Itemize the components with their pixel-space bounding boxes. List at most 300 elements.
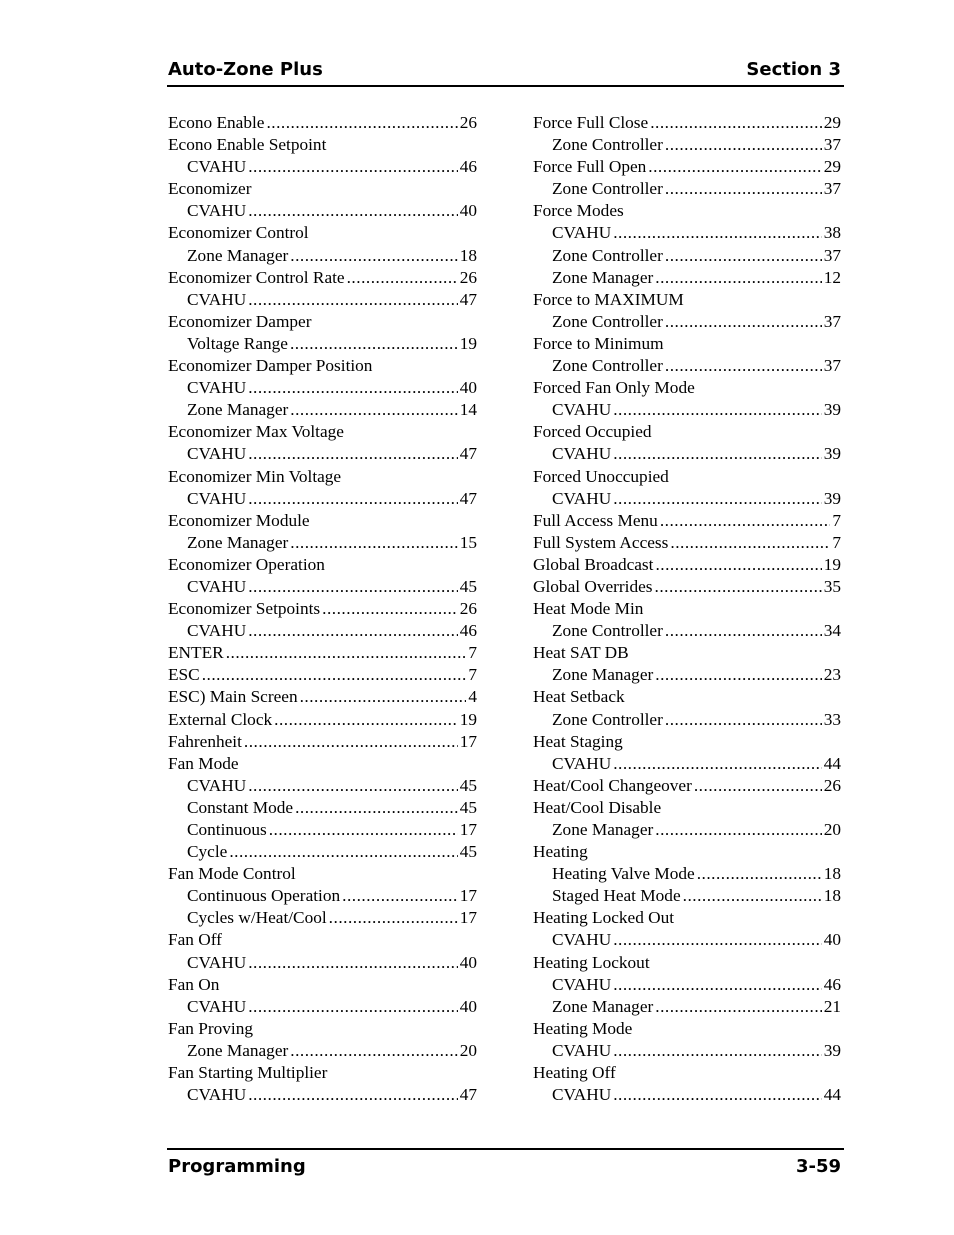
index-entry [168, 753, 477, 775]
dot-leader [655, 576, 822, 598]
index-term: Forced Fan Only Mode [533, 378, 695, 398]
index-page-number: 46 [459, 621, 477, 641]
index-entry [533, 576, 841, 598]
index-term: Forced Unoccupied [533, 466, 669, 486]
index-page-number: 45 [459, 797, 477, 817]
index-term: Heat Mode Min [533, 599, 644, 619]
index-page-number: 39 [823, 1040, 841, 1060]
index-term: Full System Access [533, 532, 669, 552]
index-page-number: 17 [459, 820, 477, 839]
index-term: Heat SAT DB [533, 643, 629, 663]
index-subentry [533, 819, 841, 841]
index-term: Constant Mode [187, 797, 294, 817]
index-term: Heat/Cool Changeover [533, 775, 692, 795]
index-term: Staged Heat Mode [552, 886, 681, 906]
dot-leader [613, 1084, 822, 1106]
index-entry [168, 554, 477, 576]
index-term: Forced Occupied [533, 422, 652, 442]
index-entry [533, 642, 841, 664]
index-term: CVAHU [187, 289, 247, 309]
index-page-number: 39 [823, 400, 841, 420]
index-page-number: 40 [459, 378, 477, 398]
index-subentry [168, 797, 477, 819]
index-entry [168, 421, 477, 443]
dot-leader [613, 929, 822, 951]
header-title: Auto-Zone Plus [168, 59, 323, 80]
index-term: Full Access Menu [533, 510, 658, 530]
dot-leader [244, 731, 458, 753]
index-subentry [533, 1084, 841, 1106]
index-subentry [533, 863, 841, 885]
index-entry [168, 1018, 477, 1040]
index-subentry [168, 907, 477, 929]
index-term: CVAHU [187, 621, 247, 641]
index-subentry [533, 929, 841, 951]
dot-leader [248, 996, 458, 1018]
dot-leader [248, 952, 458, 974]
index-term: Zone Manager [187, 245, 289, 265]
index-term: Continuous [187, 820, 267, 839]
index-term: Zone Controller [552, 245, 663, 265]
index-subentry [533, 178, 841, 200]
index-term: Cycle [187, 842, 228, 862]
index-term: Heat Setback [533, 687, 625, 707]
index-entry [533, 510, 841, 532]
dot-leader [613, 1040, 822, 1062]
index-subentry [168, 620, 477, 642]
index-subentry [168, 885, 477, 907]
index-entry [533, 686, 841, 708]
index-page-number: 7 [468, 665, 477, 685]
dot-leader [248, 1084, 458, 1106]
index-page-number: 26 [459, 113, 477, 132]
index-term: Fan Off [168, 930, 222, 950]
index-subentry [533, 311, 841, 333]
index-term: Heating Locked Out [533, 908, 675, 928]
dot-leader [648, 156, 821, 178]
index-page-number: 21 [823, 996, 841, 1016]
index-term: Force Modes [533, 201, 624, 221]
dot-leader [655, 819, 821, 841]
index-term: Global Broadcast [533, 554, 654, 574]
index-subentry [533, 1040, 841, 1062]
index-page-number: 20 [459, 1040, 477, 1060]
index-page-number: 39 [823, 488, 841, 508]
index-page-number: 18 [823, 864, 841, 884]
dot-leader [329, 907, 458, 929]
index-term: Fan Starting Multiplier [168, 1063, 328, 1083]
index-entry [533, 554, 841, 576]
index-subentry [168, 399, 477, 421]
index-page-number: 37 [823, 245, 841, 265]
index-term: ENTER [168, 643, 224, 663]
dot-leader [665, 355, 822, 377]
index-subentry [533, 355, 841, 377]
index-entry [533, 797, 841, 819]
page-header [167, 58, 844, 87]
index-entry [168, 974, 477, 996]
dot-leader [248, 775, 458, 797]
index-entry [533, 333, 841, 355]
index-term: Econo Enable Setpoint [168, 135, 327, 155]
index-entry [533, 377, 841, 399]
index-term: Fan Mode [168, 753, 239, 773]
index-term: CVAHU [552, 488, 612, 508]
index-subentry [168, 775, 477, 797]
index-term: Fan Mode Control [168, 864, 296, 884]
index-page-number: 47 [459, 289, 477, 309]
index-entry [168, 178, 477, 200]
index-term: Heating Off [533, 1063, 616, 1083]
header-section: Section 3 [746, 59, 841, 80]
dot-leader [655, 554, 821, 576]
index-page-number: 45 [459, 775, 477, 795]
index-entry [168, 642, 477, 664]
index-page-number: 26 [823, 775, 841, 795]
dot-leader [248, 620, 458, 642]
dot-leader [665, 620, 822, 642]
index-term: Zone Controller [552, 621, 663, 641]
index-entry [168, 267, 477, 289]
index-page-number: 40 [459, 996, 477, 1016]
dot-leader [248, 200, 458, 222]
index-term: Fan On [168, 974, 220, 994]
dot-leader [290, 532, 457, 554]
index-entry [533, 952, 841, 974]
index-page-number: 19 [823, 554, 841, 574]
index-page-number: 40 [459, 952, 477, 972]
index-page-number: 46 [459, 157, 477, 177]
dot-leader [655, 664, 821, 686]
index-term: Force Full Open [533, 157, 647, 177]
dot-leader [694, 775, 822, 797]
dot-leader [613, 753, 822, 775]
index-subentry [168, 488, 477, 510]
index-entry [533, 907, 841, 929]
index-term: Force to MAXIMUM [533, 289, 684, 309]
index-page-number: 18 [823, 886, 841, 906]
dot-leader [248, 443, 458, 465]
index-term: CVAHU [187, 952, 247, 972]
index-term: Heat/Cool Disable [533, 797, 662, 817]
index-entry [533, 466, 841, 488]
dot-leader [202, 664, 467, 686]
index-entry [533, 532, 841, 554]
dot-leader [683, 885, 822, 907]
dot-leader [290, 1040, 457, 1062]
index-term: Heat Staging [533, 731, 623, 751]
index-term: Zone Manager [552, 820, 654, 839]
index-term: Econo Enable [168, 113, 265, 132]
index-term: CVAHU [187, 378, 247, 398]
dot-leader [613, 974, 822, 996]
index-page-number: 7 [832, 532, 841, 552]
index-term: CVAHU [552, 223, 612, 243]
index-term: Heating Mode [533, 1018, 633, 1038]
index-term: CVAHU [187, 488, 247, 508]
index-entry [168, 134, 477, 156]
index-term: CVAHU [187, 996, 247, 1016]
dot-leader [613, 488, 822, 510]
index-term: Economizer Module [168, 510, 310, 530]
dot-leader [650, 112, 822, 134]
dot-leader [613, 222, 822, 244]
index-entry [533, 841, 841, 863]
page-number: 3-59 [795, 1156, 841, 1177]
index-column-right [533, 112, 841, 1106]
index-subentry [168, 289, 477, 311]
index-entry [168, 731, 477, 753]
index-page-number: 14 [459, 400, 477, 420]
index-term: ESC [168, 665, 200, 685]
index-page-number: 15 [459, 532, 477, 552]
index-entry [168, 664, 477, 686]
index-page-number: 37 [823, 311, 841, 331]
index-page-number: 46 [823, 974, 841, 994]
index-page-number: 44 [823, 1085, 841, 1105]
dot-leader [266, 112, 457, 134]
index-term: Global Overrides [533, 576, 653, 596]
index-subentry [168, 819, 477, 841]
index-page-number: 26 [459, 599, 477, 619]
index-page-number: 37 [823, 179, 841, 199]
index-page-number: 45 [459, 576, 477, 596]
index-page-number: 29 [823, 113, 841, 132]
index-entry [533, 1062, 841, 1084]
index-term: Zone Manager [187, 1040, 289, 1060]
dot-leader [248, 156, 458, 178]
index-term: Fan Proving [168, 1018, 253, 1038]
index-term: Economizer Damper [168, 311, 312, 331]
index-page-number: 34 [823, 621, 841, 641]
index-subentry [533, 267, 841, 289]
index-page-number: 17 [459, 886, 477, 906]
index-page-number: 20 [823, 820, 841, 839]
index-page-number: 12 [823, 267, 841, 287]
index-term: CVAHU [187, 775, 247, 795]
index-page-number: 47 [459, 444, 477, 464]
index-entry [533, 200, 841, 222]
index-subentry [533, 709, 841, 731]
dot-leader [665, 178, 822, 200]
index-page-number: 19 [459, 333, 477, 353]
index-subentry [168, 156, 477, 178]
dot-leader [248, 488, 458, 510]
index-page-number: 38 [823, 223, 841, 243]
index-term: CVAHU [187, 201, 247, 221]
index-page-number: 40 [459, 201, 477, 221]
index-subentry [533, 620, 841, 642]
index-subentry [168, 841, 477, 863]
index-term: Heating Valve Mode [552, 864, 695, 884]
index-entry [168, 311, 477, 333]
dot-leader [697, 863, 822, 885]
index-subentry [533, 974, 841, 996]
dot-leader [248, 377, 458, 399]
index-subentry [168, 200, 477, 222]
index-entry [168, 929, 477, 951]
dot-leader [290, 333, 458, 355]
dot-leader [248, 289, 458, 311]
index-page-number: 37 [823, 356, 841, 376]
index-page-number: 47 [459, 488, 477, 508]
footer-chapter: Programming [168, 1156, 306, 1177]
index-page-number: 7 [832, 510, 841, 530]
dot-leader [665, 245, 822, 267]
index-term: Cycles w/Heat/Cool [187, 908, 327, 928]
dot-leader [665, 134, 822, 156]
index-subentry [533, 245, 841, 267]
index-page-number: 47 [459, 1085, 477, 1105]
index-entry [168, 598, 477, 620]
index-entry [168, 1062, 477, 1084]
index-subentry [533, 885, 841, 907]
index-term: CVAHU [552, 974, 612, 994]
index-subentry [533, 399, 841, 421]
index-page-number: 44 [823, 753, 841, 773]
index-term: Economizer Damper Position [168, 356, 373, 376]
dot-leader [613, 443, 822, 465]
dot-leader [274, 709, 458, 731]
index-entry [533, 731, 841, 753]
index-page-number: 4 [468, 687, 477, 707]
index-page-number: 18 [459, 245, 477, 265]
index-page-number: 29 [823, 157, 841, 177]
index-term: Zone Manager [552, 665, 654, 685]
index-page-number: 17 [459, 908, 477, 928]
index-page-number: 45 [459, 842, 477, 862]
index-term: CVAHU [187, 1085, 247, 1105]
index-entry [533, 156, 841, 178]
index-entry [533, 598, 841, 620]
dot-leader [248, 576, 458, 598]
index-term: Zone Controller [552, 179, 663, 199]
index-entry [533, 112, 841, 134]
dot-leader [290, 399, 457, 421]
index-subentry [168, 1084, 477, 1106]
index-entry [168, 863, 477, 885]
index-term: Zone Manager [552, 996, 654, 1016]
dot-leader [665, 709, 822, 731]
index-term: Fahrenheit [168, 731, 242, 751]
index-subentry [168, 333, 477, 355]
dot-leader [226, 642, 467, 664]
dot-leader [655, 996, 821, 1018]
index-entry [533, 775, 841, 797]
index-entry [168, 355, 477, 377]
index-subentry [533, 134, 841, 156]
index-subentry [533, 996, 841, 1018]
index-subentry [533, 443, 841, 465]
index-term: Force Full Close [533, 113, 649, 132]
index-page-number: 26 [459, 267, 477, 287]
index-term: CVAHU [187, 157, 247, 177]
index-term: Heating [533, 842, 588, 862]
index-term: CVAHU [552, 930, 612, 950]
index-term: CVAHU [187, 576, 247, 596]
index-term: Economizer Min Voltage [168, 466, 342, 486]
index-subentry [168, 996, 477, 1018]
index-subentry [533, 664, 841, 686]
index-term: Zone Controller [552, 356, 663, 376]
index-term: Zone Manager [187, 400, 289, 420]
index-entry [533, 289, 841, 311]
index-term: Zone Manager [187, 532, 289, 552]
index-term: Economizer Max Voltage [168, 422, 344, 442]
index-page-number: 40 [823, 930, 841, 950]
index-term: ESC) Main Screen [168, 687, 298, 707]
index-page-number: 23 [823, 665, 841, 685]
index-term: CVAHU [552, 1040, 612, 1060]
index-page-number: 19 [459, 709, 477, 729]
index-page-number: 39 [823, 444, 841, 464]
index-term: Economizer Control [168, 223, 309, 243]
index-page-number: 35 [823, 576, 841, 596]
index-page-number: 33 [823, 709, 841, 729]
index-subentry [533, 753, 841, 775]
index-term: Economizer Operation [168, 554, 325, 574]
dot-leader [322, 598, 458, 620]
dot-leader [269, 819, 458, 841]
index-term: CVAHU [552, 753, 612, 773]
index-term: CVAHU [552, 444, 612, 464]
index-subentry [168, 245, 477, 267]
index-term: Economizer [168, 179, 252, 199]
index-term: CVAHU [552, 400, 612, 420]
dot-leader [613, 399, 822, 421]
index-term: Zone Controller [552, 135, 663, 155]
index-term: Heating Lockout [533, 952, 650, 972]
index-subentry [168, 443, 477, 465]
index-entry [168, 686, 477, 708]
index-subentry [168, 576, 477, 598]
dot-leader [665, 311, 822, 333]
index-term: CVAHU [187, 444, 247, 464]
dot-leader [670, 532, 830, 554]
index-term: Continuous Operation [187, 886, 341, 906]
index-term: Zone Controller [552, 709, 663, 729]
index-subentry [168, 1040, 477, 1062]
index-term: External Clock [168, 709, 273, 729]
index-term: Force to Minimum [533, 333, 664, 353]
dot-leader [655, 267, 821, 289]
index-page-number: 37 [823, 135, 841, 155]
index-entry [533, 1018, 841, 1040]
dot-leader [660, 510, 831, 532]
index-subentry [168, 377, 477, 399]
index-subentry [533, 222, 841, 244]
index-term: Zone Controller [552, 311, 663, 331]
index-term: Zone Manager [552, 267, 654, 287]
index-subentry [168, 532, 477, 554]
index-term: Voltage Range [187, 333, 288, 353]
index-entry [533, 421, 841, 443]
dot-leader [300, 686, 467, 708]
dot-leader [342, 885, 458, 907]
dot-leader [295, 797, 458, 819]
index-page-number: 17 [459, 731, 477, 751]
index-page-number: 7 [468, 643, 477, 663]
index-term: Economizer Setpoints [168, 599, 321, 619]
dot-leader [290, 245, 457, 267]
index-term: Economizer Control Rate [168, 267, 345, 287]
page-footer [167, 1148, 844, 1186]
index-entry [168, 466, 477, 488]
dot-leader [347, 267, 458, 289]
index-subentry [533, 488, 841, 510]
index-subentry [168, 952, 477, 974]
index-entry [168, 222, 477, 244]
